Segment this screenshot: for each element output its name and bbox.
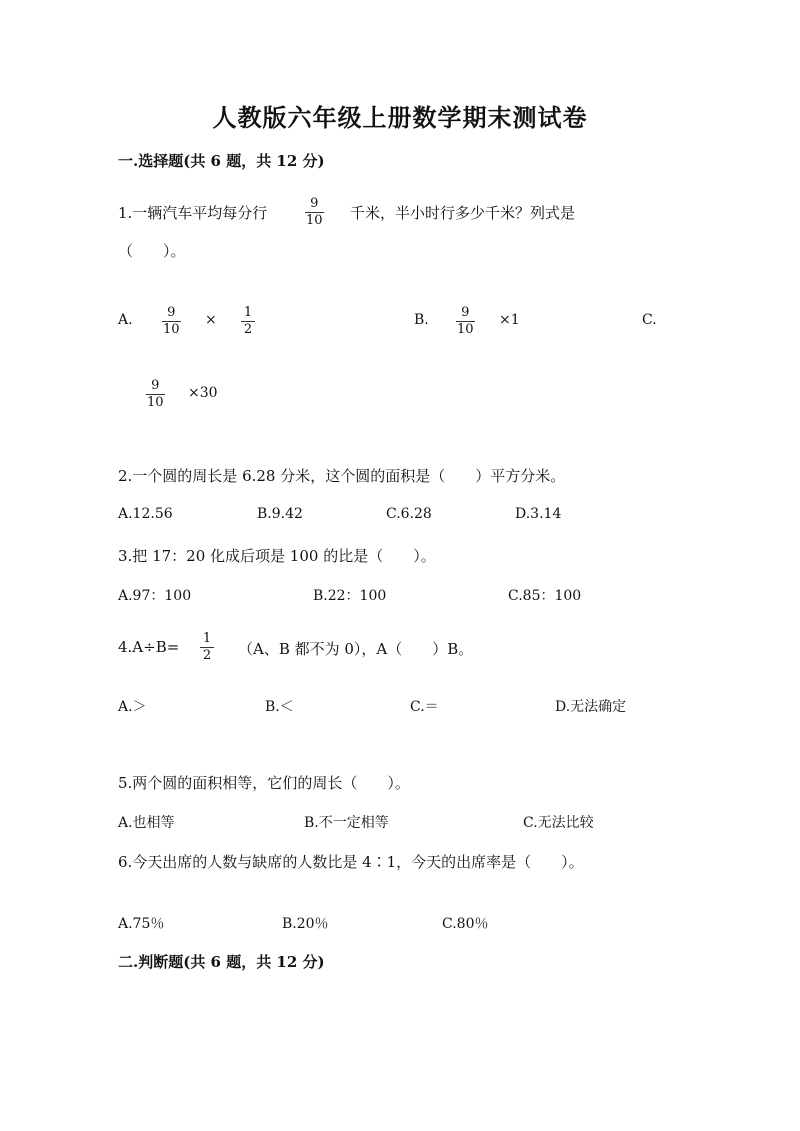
fraction-numerator: 9 [151,378,160,393]
question-4-option-c[interactable]: C.＝ [410,699,439,715]
fraction-numerator: 9 [310,196,319,211]
fraction-numerator: 1 [243,305,253,320]
question-6-option-b[interactable]: B.20％ [282,916,329,932]
fraction-denominator: 10 [163,322,180,337]
question-6-option-a[interactable]: A.75％ [118,916,165,932]
question-1-option-c-label[interactable]: C. [642,312,657,328]
question-4-text-end: （A、B 都不为 0），A（ ）B。 [238,640,474,658]
question-6-text: 6.今天出席的人数与缺席的人数比是 4∶1，今天的出席率是（ ）。 [118,853,584,871]
fraction-numerator: 9 [461,305,470,320]
question-1-option-a-operator: × [205,312,217,328]
question-1-option-c-fraction [146,379,165,410]
question-1-fraction [305,197,324,228]
question-1-option-b-label[interactable]: B. [414,312,429,328]
page-title: 人教版六年级上册数学期末测试卷 [212,103,588,132]
question-2-option-b[interactable]: B.9.42 [257,506,303,522]
section-heading-choice: 一.选择题(共 6 题，共 12 分) [118,152,325,170]
question-5-option-c[interactable]: C.无法比较 [523,815,594,831]
fraction-denominator: 10 [457,322,474,337]
question-4-text-start: 4.A÷B= [118,638,180,656]
question-2-option-a[interactable]: A.12.56 [118,506,173,522]
section-heading-judgement: 二.判断题(共 6 题，共 12 分) [118,953,325,971]
question-1-option-a-label[interactable]: A. [118,312,133,328]
question-1-text-end: 千米，半小时行多少千米？列式是 [350,204,576,222]
question-5-text: 5.两个圆的面积相等，它们的周长（ ）。 [118,774,410,792]
question-4-option-d[interactable]: D.无法确定 [555,699,627,715]
question-1-option-c-rest: ×30 [188,385,218,401]
fraction-denominator: 10 [306,213,323,228]
question-4-fraction [200,632,214,663]
question-1-option-a-fraction-2 [241,306,255,337]
question-6-option-c[interactable]: C.80％ [442,916,489,932]
question-4-option-a[interactable]: A.＞ [118,699,147,715]
question-1-blank: （ ）。 [118,242,186,260]
question-3-option-c[interactable]: C.85：100 [508,588,582,604]
fraction-denominator: 2 [202,648,212,663]
question-1-option-a-fraction-1 [162,306,181,337]
question-5-option-b[interactable]: B.不一定相等 [304,815,389,831]
question-2-text: 2.一个圆的周长是 6.28 分米，这个圆的面积是（ ）平方分米。 [118,467,566,485]
question-3-text: 3.把 17：20 化成后项是 100 的比是（ ）。 [118,547,436,565]
question-5-option-a[interactable]: A.也相等 [118,815,175,831]
question-2-option-c[interactable]: C.6.28 [386,506,432,522]
question-2-option-d[interactable]: D.3.14 [515,506,562,522]
question-3-option-b[interactable]: B.22：100 [313,588,387,604]
fraction-denominator: 10 [147,395,164,410]
fraction-denominator: 2 [243,322,253,337]
question-4-option-b[interactable]: B.＜ [265,699,294,715]
fraction-numerator: 9 [167,305,176,320]
question-1-text-start: 1.一辆汽车平均每分行 [118,204,268,222]
question-1-option-b-rest: ×1 [499,312,520,328]
fraction-numerator: 1 [202,631,212,646]
question-1-option-b-fraction [456,306,475,337]
question-3-option-a[interactable]: A.97：100 [118,588,192,604]
